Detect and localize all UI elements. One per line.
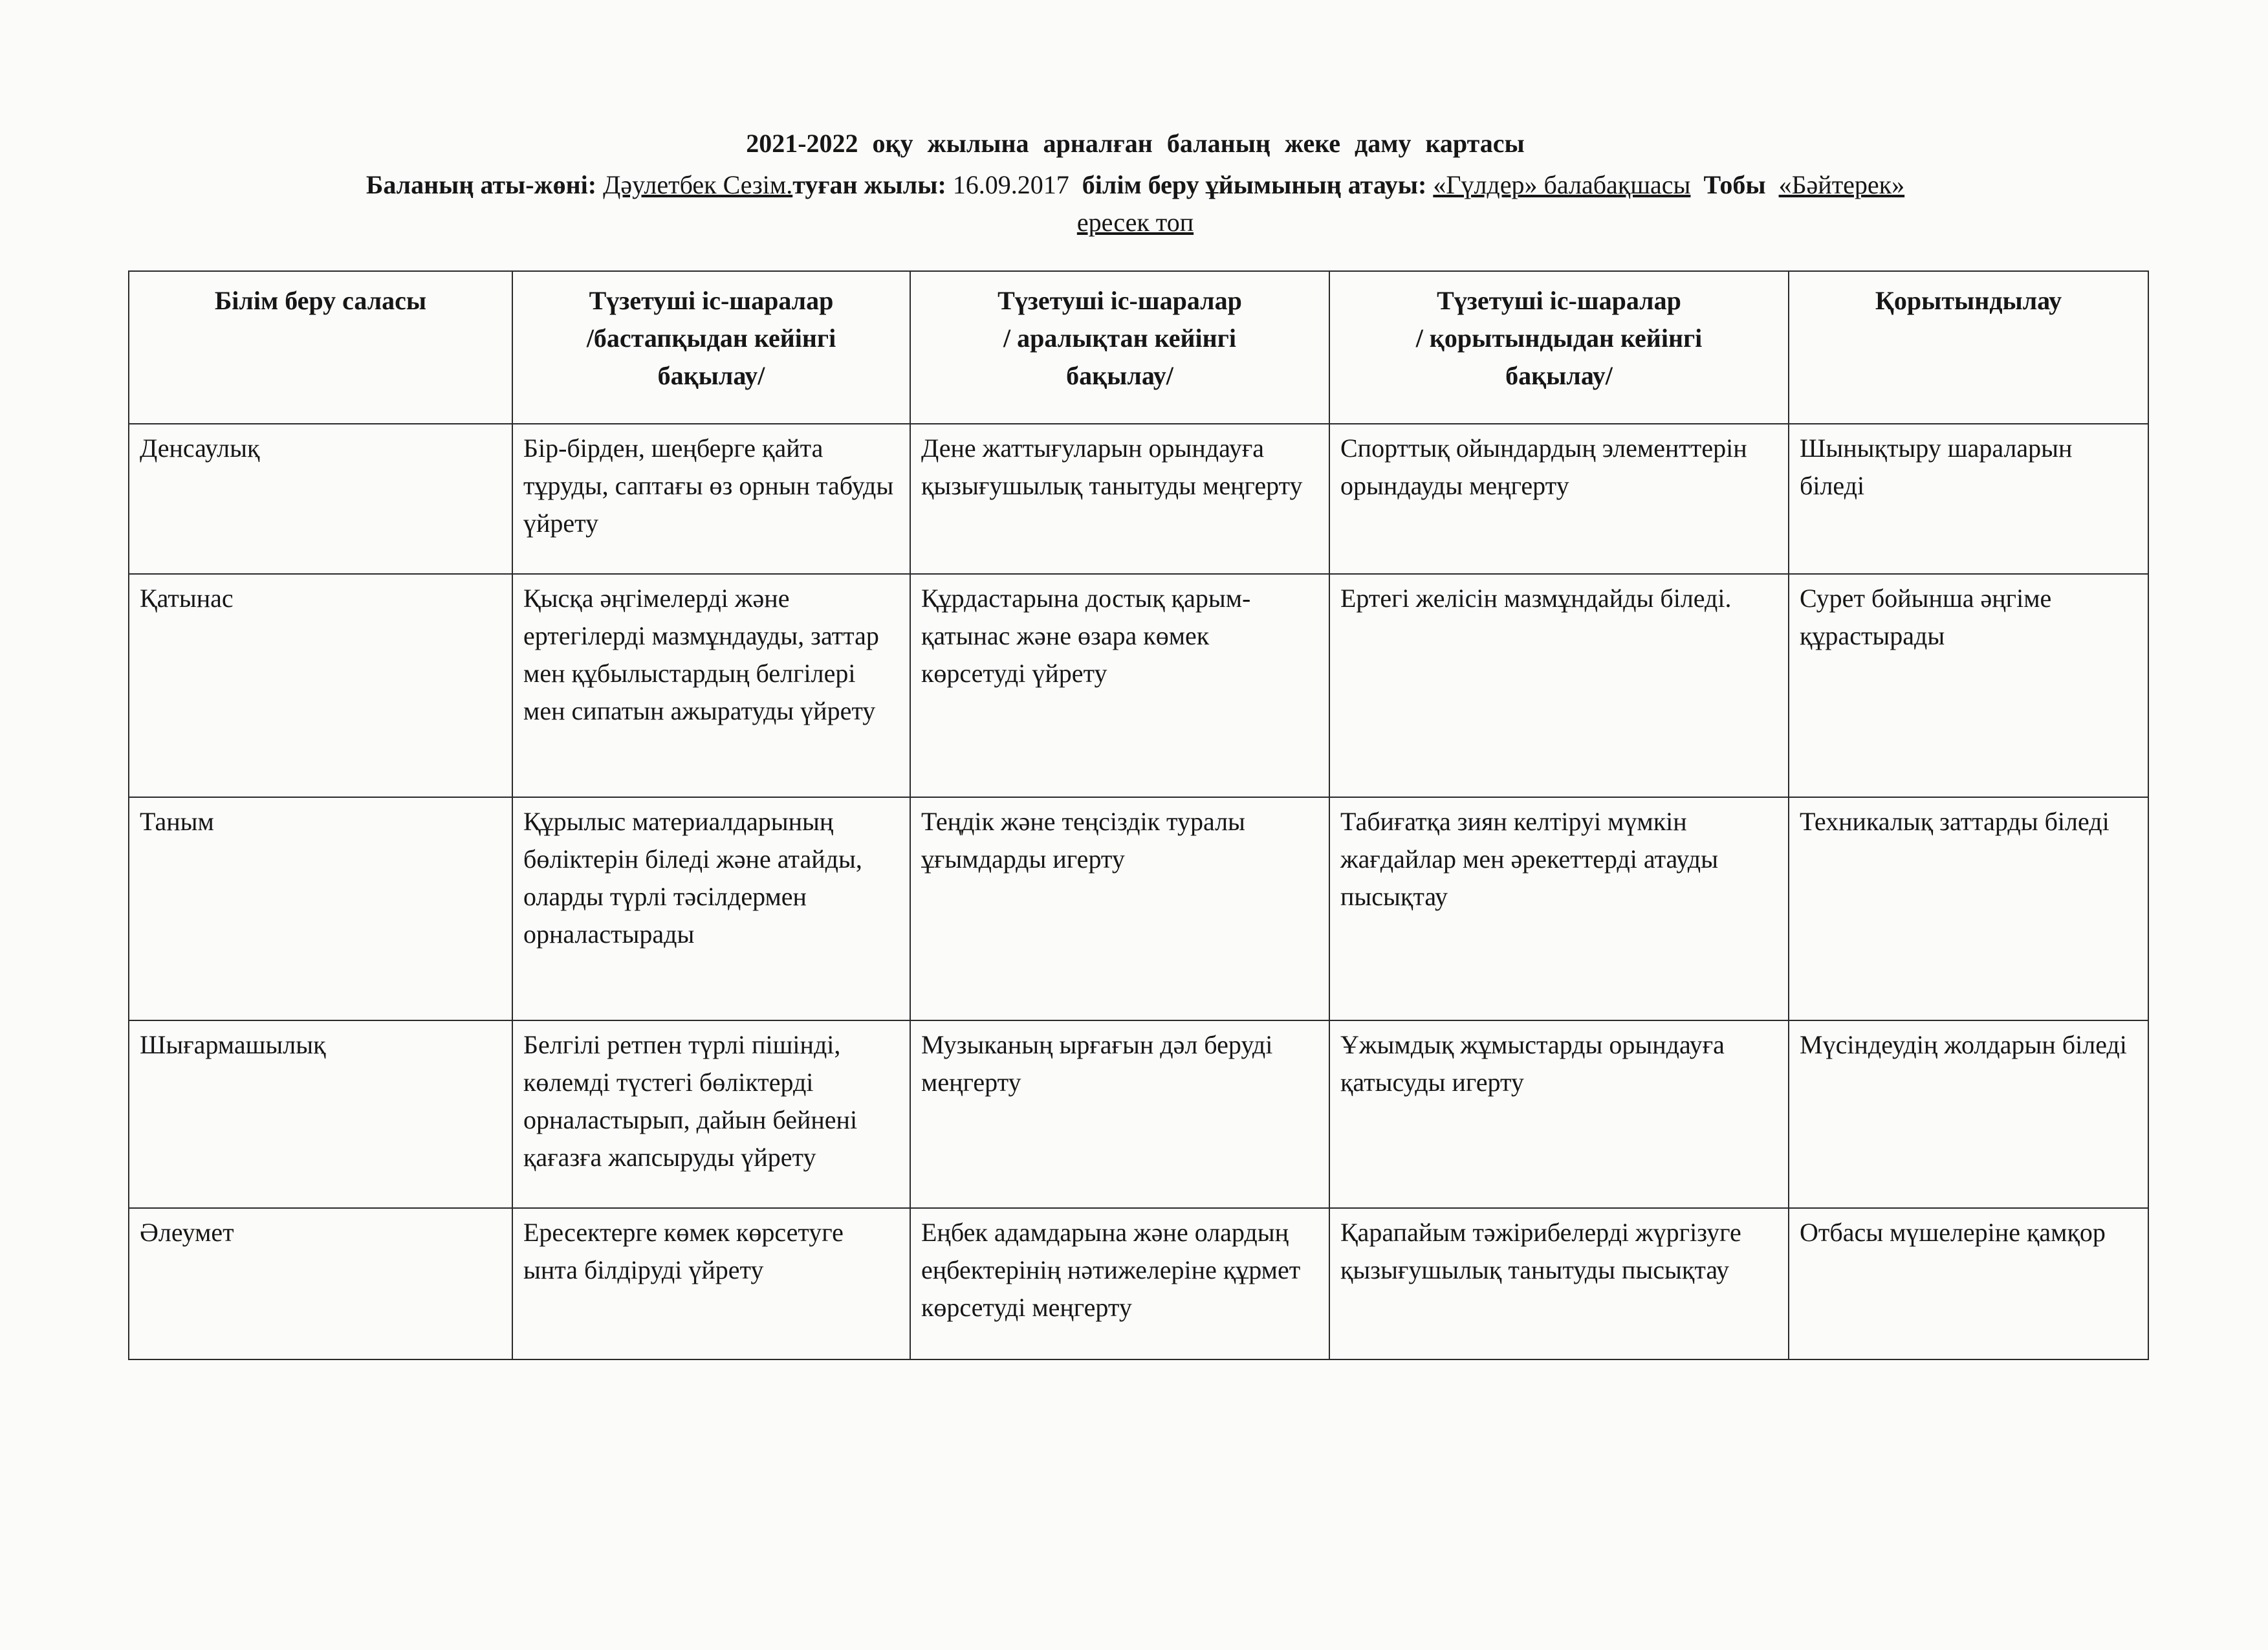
table-row [129, 574, 2148, 797]
org-label: білім беру ұйымының атауы: [1082, 170, 1427, 199]
cell-area: Қатынас [129, 574, 512, 797]
birth-label: туған жылы: [792, 170, 946, 199]
cell-area: Денсаулық [129, 424, 512, 574]
header-education-area: Білім беру саласы [129, 271, 512, 424]
table-row [129, 1020, 2148, 1208]
development-map-table [128, 270, 2149, 1360]
cell-middle: Теңдік және теңсіздік туралы ұғымдарды игерту [910, 797, 1329, 1020]
document-header [116, 128, 2154, 241]
header-summary: Қорытындылау [1789, 271, 2148, 424]
cell-summary: Мүсіндеудің жолдарын біледі [1789, 1020, 2148, 1208]
cell-initial: Құрылыс материалдарының бөліктерін біледі және атайды, оларды түрлі тәсілдермен орналастырады [512, 797, 910, 1020]
cell-final: Ертегі желісін мазмұндайды біледі. [1329, 574, 1789, 797]
org-value: «Гүлдер» балабақшасы [1433, 170, 1691, 199]
cell-summary: Сурет бойынша әңгіме құрастырады [1789, 574, 2148, 797]
group-value-continued: ересек топ [1076, 208, 1194, 237]
cell-area: Әлеумет [129, 1208, 512, 1359]
cell-middle: Дене жаттығуларын орындауға қызығушылық танытуды меңгерту [910, 424, 1329, 574]
cell-initial: Ересектерге көмек көрсетуге ынта білдіруді үйрету [512, 1208, 910, 1359]
cell-initial: Қысқа әңгімелерді және ертегілерді мазмұндауды, заттар мен құбылыстардың белгілері мен сипатын ажыратуды үйрету [512, 574, 910, 797]
name-label: Баланың аты-жөні: [365, 170, 597, 199]
table-row [129, 1208, 2148, 1359]
cell-middle: Құрдастарына достық қарым-қатынас және өзара көмек көрсетуді үйрету [910, 574, 1329, 797]
header-initial-measures: Түзетуші іс-шаралар /бастапқыдан кейінгі бақылау/ [512, 271, 910, 424]
cell-area: Таным [129, 797, 512, 1020]
cell-middle: Еңбек адамдарына және олардың еңбектерінің нәтижелеріне құрмет көрсетуді меңгерту [910, 1208, 1329, 1359]
cell-summary: Техникалық заттарды біледі [1789, 797, 2148, 1020]
cell-initial: Белгілі ретпен түрлі пішінді, көлемді түстегі бөліктерді орналастырып, дайын бейнені қағазға жапсыруды үйрету [512, 1020, 910, 1208]
group-value: «Бәйтерек» [1778, 170, 1905, 199]
header-final-measures: Түзетуші іс-шаралар / қорытындыдан кейінгі бақылау/ [1329, 271, 1789, 424]
child-info [116, 166, 2154, 241]
header-middle-measures: Түзетуші іс-шаралар / аралықтан кейінгі бақылау/ [910, 271, 1329, 424]
cell-initial: Бір-бірден, шеңберге қайта тұруды, саптағы өз орнын табуды үйрету [512, 424, 910, 574]
cell-final: Спорттық ойындардың элементтерін орындауды меңгерту [1329, 424, 1789, 574]
cell-middle: Музыканың ырғағын дәл беруді меңгерту [910, 1020, 1329, 1208]
cell-final: Қарапайым тәжірибелерді жүргізуге қызығушылық танытуды пысықтау [1329, 1208, 1789, 1359]
cell-final: Табиғатқа зиян келтіруі мүмкін жағдайлар мен әрекеттерді атауды пысықтау [1329, 797, 1789, 1020]
group-label: Тобы [1703, 170, 1766, 199]
table-row [129, 797, 2148, 1020]
cell-final: Ұжымдық жұмыстарды орындауға қатысуды игерту [1329, 1020, 1789, 1208]
cell-area: Шығармашылық [129, 1020, 512, 1208]
table-header-row [129, 271, 2148, 424]
cell-summary: Шынықтыру шараларын біледі [1789, 424, 2148, 574]
document-title: 2021-2022 оқу жылына арналған баланың жеке даму картасы [746, 129, 1525, 158]
birth-value: 16.09.2017 [952, 170, 1069, 199]
table-row [129, 424, 2148, 574]
cell-summary: Отбасы мүшелеріне қамқор [1789, 1208, 2148, 1359]
name-value: Дәулетбек Сезім. [603, 170, 793, 199]
